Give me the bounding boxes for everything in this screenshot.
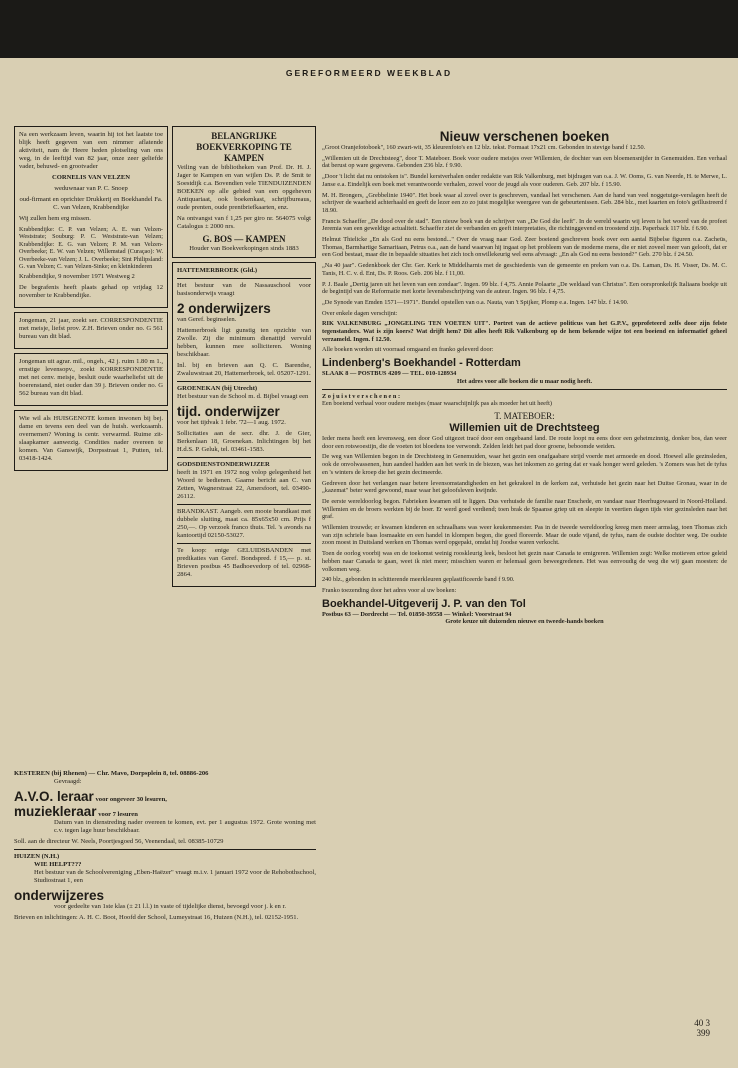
book-entry: „Willemien uit de Drechtsteeg", door T. Mateboer. Boek voor oudere meisjes over Willemien, de dochter van een bloemensnijder in Genemuiden. Een verhaal dat berust op ware gegevens. Gebonden 236 blz. f 9.90. <box>322 154 727 170</box>
handwritten-number: 40 3 <box>694 1018 710 1028</box>
gods-text: heeft in 1971 en 1972 nog volop gelegenheid het Woord te bedienen. Gaarne bericht aan C. van Zetten, Wagnerstraat 22, Amersfoort, tel. 03490-26112. <box>177 469 311 500</box>
books-title: Nieuw verschenen boeken <box>439 129 610 144</box>
book-entry: P. J. Baale „Dertig jaren uit het leven van een zondaar". Ingen. 99 blz. f 4,75. Annie Polaarte „De weldaad van Christus". Een oorspronkelijk Italiaans boekje uit de begintijd van de Reformatie met korte levensbeschrijving van de auteur. Ingen. 96 blz. f 4,75. <box>322 280 727 296</box>
veiling-body: Veiling van de bibliotheken van Prof. Dr. H. J. Jager te Kampen en van wijlen Ds. P. de Smit te Soestdijk c.a. Bovendien vele TIENDUIZENDEN BOEKEN op alle gebied van een opgeheven Antiquariaat, ook boekenkast, schrijfbureaus, oude prenten, oude prentbriefkaarten, enz. <box>177 164 311 211</box>
ad-text: Jongeman uit agrar. mil., ongeh., 42 j. ruim 1.80 m 1., ernstige levensopv., zoekt KORRESPONDENTIE met net cenv. meisje, besluit oude waarheliefst uit de boerenstand, niet ouder dan 39 j. Brieven onder no. G 562 bureau van dit blad. <box>19 358 163 398</box>
divider <box>177 457 311 458</box>
shop-address: SLAAK 8 — POSTBUS 4209 — TEL. 010-128934 <box>322 370 457 378</box>
kesteren-gevraagd: Gevraagd: <box>54 778 82 785</box>
column-left <box>14 126 168 475</box>
over-line: Over enkele dagen verschijnt: <box>322 309 398 317</box>
shop-sub: Het adres voor alle boeken die u maar nodig heeft. <box>456 377 593 385</box>
book-body: Willemien trouwde; er kwamen kinderen en schraalhans was weer keukenmeester. Pas in de tweede wereldoorlog kreeg men meer armslag, toen Thomas zich van zijn schriele baas losmaakte en een handel in klompen begon, die goed floreerde. Maar de oude vijand, de tyfus, nam de oudste dochter weg. De oudste zoon moest in Duitsland werken en Thomas werd opgepakt, omdat hij Joodse waren verkocht. <box>322 524 727 547</box>
book-entry: Helmut Thielicke „En als God nu eens bestond..." Over de vraag naar God. Zeer boeiend geschreven boek over een aantal Bijbelse figuren o.a. Zacheüs, Thomas, Barmhartige Samaritaan, Petrus o.a., aan de hand waarvan hij ingaat op het probleem van de moderne mens, die er niet zoveel meer van gelooft, dat er een God bestaat, maar die in bepaalde situaties het zich toch onwillekeurig wel eens afvraagt: „En als God nu eens bestond?" Geb. 270 blz. f 24.50. <box>322 236 727 259</box>
printed-page-number: 399 <box>696 1028 710 1038</box>
brandkast-text: BRANDKAST. Aangeb. een mooie brandkast met dubbele sluiting, maat ca. 85x65x50 cm. Prijs f 250,—. Op verzoek franco thuis. Tel. 's avonds na kantoortijd 02150-53027. <box>177 508 311 539</box>
huizen-body: Het bestuur van de Schoolvereniging „Eben-Haëzer" vraagt m.i.v. 1 januari 1972 voor de Rehobothschool, Studiostraat 1, een <box>34 869 316 884</box>
kesteren-job-2 <box>14 804 316 819</box>
newspaper-page <box>0 58 738 1068</box>
notice-date: Krabbendijke, 9 november 1971 Westweg 2 <box>19 273 135 281</box>
hattem-info: Inl. bij en brieven aan Q. C. Barendse, Zwaluwstraat 20, Hattemerbroek, tel. 05207-1291. <box>177 362 311 377</box>
veiling-firm: G. BOS — KAMPEN <box>202 234 286 244</box>
groenekan-intro: Het bestuur van de School m. d. Bijbel vraagt een <box>177 393 309 400</box>
groenekan-place: GROENEKAN (bij Utrecht) <box>177 385 258 392</box>
widow-line: weduwnaar van P. C. Snoep <box>54 185 128 192</box>
divider <box>14 849 316 850</box>
book-body: Franko toezending door het adres voor al uw boeken: <box>322 586 457 594</box>
veiling-title: BELANGRIJKE BOEKVERKOPING TE KAMPEN <box>196 131 292 163</box>
deceased-name: CORNELIS VAN VELZEN <box>51 174 131 181</box>
publisher-sub: Grote keuze uit duizenden nieuwe en tweede-hands boeken <box>445 618 604 626</box>
groenekan-title: tijd. onderwijzer <box>177 404 280 419</box>
ad-huisgenote <box>14 410 168 471</box>
book-body: 240 blz., gebonden in schitterende meerkleuren geplastificeerde band f 9.90. <box>322 576 515 584</box>
missing-line: Wij zullen hem erg missen. <box>19 215 91 222</box>
huizen-wie: WIE HELPT??? <box>34 861 82 868</box>
book-entry: „Door 't licht dat nu ontstoken is". Bundel kerstverhalen onder redaktie van Rik Valkenburg, met bijdragen van o.a. J. W. Ooms, G. van Neerde, H. te Merwe, L. Janse e.a. Eindelijk een boek met verantwoorde verhalen, zowel voor de jeugd als voor ouderen. Geb. 207 blz. f 15.90. <box>322 173 727 188</box>
veiling-catalog: Na ontvangst van f 1,25 per giro nr. 564075 volgt Catalogus ± 2000 nrs. <box>177 215 311 230</box>
ad-correspondence-2 <box>14 353 168 406</box>
divider <box>177 278 311 279</box>
divider <box>322 389 727 390</box>
kesteren-body: Datum van in dienstreding nader overeen te komen, evt. per 1 augustus 1972. Grote woning met c.v. tegen lage huur beschikbaar. <box>54 819 316 834</box>
column-right <box>322 129 727 626</box>
divider <box>177 381 311 382</box>
book-author: T. MATEBOER: <box>494 410 555 421</box>
kesteren-soll: Soll. aan de directeur W. Neels, Poortjesgoed 56, Veenendaal, tel. 08385-10729 <box>14 838 224 845</box>
book-body: De weg van Willemien begon in de Drechtsteeg in Genemuiden, waar het gezin een onafgaabare strijd voerde met armoede en dood. Hoewel alle gezinsleden, ook de onvolwassenen, hun aandeel hadden aan het werk in de biezen, was het inkomen zo gering dat er vaak honger werd geleden. 's Zomers was het de tyfus en 's winters de kroep die het gezin decimeerde. <box>322 453 727 476</box>
kesteren-head: KESTEREN (bij Rhenen) — Chr. Mavo, Dorpsplein 8, tel. 08886-206 <box>14 770 209 777</box>
ad-hattemerbroek <box>172 262 316 587</box>
huizen-info: Brieven en inlichtingen: A. H. C. Boot, Hoofd der School, Lumeystraat 16, Huizen (N.H.), tel. 02152-1951. <box>14 914 299 921</box>
divider <box>177 504 311 505</box>
book-body: Ieder mens heeft een levensweg, een door God uitgezet tracé door een ongebaand land. De route loopt nu eens door een geheimzinnig, donker bos, dan weer door een rotswoestijn, die de voeten tot bloedens toe verwondt. Zelden leidt het pad door groene, beboomde weiden. <box>322 434 727 450</box>
publisher-address: Postbus 63 — Dordrecht — Tel. 01850-39558 — Winkel: Voorstraat 94 <box>322 610 512 618</box>
book-body: Toen de oorlog voorbij was en de toekomst weinig rooskleurig leek, besloot het gezin naar Canada te emigreren. Willemien zegt: Welke motieven ertoe geleid hebben naar Canada te gaan, weet ik niet meer; misschien waren er helemaal geen beweegredenen. Het was eenvoudig de weg die wij gaan moesten: de volkomen weg. <box>322 550 727 573</box>
ad-boekverkoping <box>172 126 316 258</box>
book-entry: „Na 40 jaar". Gedenkboek der Chr. Ger. Kerk te Middelharnis met de geschiedenis van de gemeente en preken van o.a. Ds. Laman, Ds. H. Visser, Ds. M. C. Tanis, H. C. v. d. Ent, Ds. P. Roos. Geb. 206 blz. f 11,00. <box>322 262 727 277</box>
book-entry: „De Synode van Emden 1571—1971". Bundel opstellen van o.a. Nauta, van 't Spijker, Plomp e.a. Ingen. 147 blz. f 14.90. <box>322 298 629 306</box>
zojuist-line: Z o j u i s t v e r s c h e n e n : <box>322 392 401 400</box>
alle-line: Alle boeken worden uit voorraad omgaand en franko geleverd door: <box>322 346 494 354</box>
shop-name: Lindenberg's Boekhandel - Rotterdam <box>322 357 521 370</box>
hattem-intro: Het bestuur van de Nassauschool voor basisonderwijs vraagt <box>177 282 311 297</box>
groenekan-text: Sollicitaties aan de secr. dhr. J. de Gier, Berkenlaan 18, Groenekan. Inlichtingen bij het H.d.S. P. Geluk, tel. 03461-1583. <box>177 430 311 453</box>
veiling-sub: Houder van Boekverkopingen sinds 1883 <box>189 245 299 252</box>
funeral-text: De begrafenis heeft plaats gehad op vrijdag 12 november te Krabbendijke. <box>19 284 163 300</box>
ad-correspondence-1 <box>14 312 168 349</box>
hattem-title: 2 onderwijzers <box>177 301 271 316</box>
book-body: De eerste wereldoorlog begon. Fabrieken kwamen stil te liggen. Dus verhuisde de familie naar Enschede, en vandaar naar Heerhugowaard in Noord-Holland. Willemien en de broers werkten bij de boer. Er werd goed verdiend; toen brak de Spaanse griep uit en sleepte in veertien dagen tijds vier gezinsleden naar het graf. <box>322 497 727 521</box>
gods-title: GODSDIENSTONDERWIJZER <box>177 461 270 468</box>
job-title: A.V.O. leraar <box>14 789 94 804</box>
death-notice <box>14 126 168 308</box>
death-intro: Na een werkzaam leven, waarin hij tot het laatste toe blijk heeft gegeven van een nimmer aflatende aktiviteit, nam de Heere heden plotseling van ons weg, in de leeftijd van 82 jaar, onze zeer geliefde vader, behuwd- en grootvader <box>19 131 163 170</box>
ad-text: Jongeman, 21 jaar, zoekt ser. CORRESPONDENTIE met meisje, liefst prov. Z.H. Brieven onder no. G 561 bureau van dit blad. <box>19 317 163 341</box>
huizen-title: onderwijzeres <box>14 888 105 903</box>
job-title: muziekleraar <box>14 804 97 819</box>
book-body: Gedreven door het verlangen naar betere levensomstandigheden en het gekrakeel in de kerken zat, verhuisde het gezin naar het Duitse Gronau, waar in de „kazemat" beter werd gewoond, maar waar het geloofsleven kwijnde. <box>322 479 727 495</box>
banden-text: Te koop: enige GELUIDSBANDEN met predikaties van Geref. Bondspred. f 15,— p. st. Brieven postbus 45 Badhoevedorp of tel. 02968-2864. <box>177 547 311 578</box>
divider <box>177 543 311 544</box>
job-sub: voor 7 lesuren <box>98 811 138 818</box>
hattem-text: Hattemerbroek ligt gunstig ten opzichte van Zwolle. Zij die minimum dienattijd vervuld hebben, kunnen mee solliciteren. Woning beschikbaar. <box>177 327 311 358</box>
hattem-sub: van Geref. beginselen. <box>177 316 237 323</box>
page-header: GEREFORMEERD WEEKBLAD <box>285 68 453 78</box>
groenekan-period: voor het tijdvak 1 febr. '72—1 aug. 1972. <box>177 419 286 426</box>
kesteren-job-1 <box>14 789 316 804</box>
huizen-place: HUIZEN (N.H.) <box>14 853 60 860</box>
book-entry: M. H. Brongers, „Grebbelinie 1940". Het boek waar al zovel over is geschreven, vandaal het verschenen. Aan de hand van veel noggetuige-verslagen heeft de schrijver de waarheid achterhaald en geeft de lezer een zo zo juist mogelijke weergave van de gebeurtenissen. Geb. 284 blz., met kaarten en foto's geïllustreerd f 18.90. <box>322 191 727 214</box>
column-middle <box>172 126 316 591</box>
family-list: Krabbendijke: C. P. van Velzen; A. E. van Velzen-Weststrate; Souburg: P. C. Weststrate-van Velzen; Krabbendijke: E. G. van Velzen; P. M. van Velzen-Overbeeke; E. W. van Velzen; Willemstad (Curaçao): W. Overbeeke-van Velzen; J. L. Overbeeke; Sint Philipsland: G. van Velzen; C. van Velzen-Sinke; en kleinkinderen <box>19 226 163 271</box>
ad-text: Wie wil als HUISGENOTE komen inwonen bij bej. dame en tevens een deel van de huish. werkzaamh. overnemen? Woning is centr. verwarmd. Ruime zit-slaapkamer aanwezig. Condities nader overeen te komen. Van Ganswijk, Dorpsstraat 1, Putten, tel. 03418-1424. <box>19 415 163 463</box>
huizen-sub: voor gedeelte van 1ste klas (± 21 l.l.) in vaste of tijdelijke dienst, bevoegd voor j. k en r. <box>54 903 286 910</box>
hattem-place: HATTEMERBROEK (Gld.) <box>177 267 258 274</box>
publisher-name: Boekhandel-Uitgeverij J. P. van den Tol <box>322 597 526 610</box>
ad-kesteren <box>14 770 316 925</box>
book-entry: „Groot Oranjefotoboek", 160 zwart-wit, 35 kleurenfoto's en 12 blz. tekst. Formaat 17x21 cm. Gebonden in stevige band f 12.50. <box>322 144 646 151</box>
job-sub: voor ongeveer 30 lesuren, <box>95 796 167 803</box>
role-line: oud-firmant en oprichter Drukkerij en Boekhandel Fa. C. van Velzen, Krabbendijke <box>19 196 163 211</box>
page-number <box>694 1018 710 1038</box>
rik-entry: RIK VALKENBURG „JONGELING TEN VOETEN UIT". Portret van de actieve politicus van het G.P.V., geprofeteerd zelfs door zijn felste tegenstanders. Wat is zijn koers? Wat drijft hem? Dit alles heeft Rik Valkenburg op de hem bekende wijze tot een boeiend en informatief geheel verzameld. Ingen. f 12.50. <box>322 320 727 343</box>
book-title: Willemien uit de Drechtsteeg <box>449 421 600 434</box>
book-entry: Francis Schaeffer „De dood over de stad". Een nieuw boek van de schrijver van „De God die leeft". In de wereld waarin wij leven is het woord van de profeet Jeremia van een geweldige actualiteit. Schaeffer ziet de verbanden en geeft interpretaties, die richtinggevend en troostend zijn. Paperback 117 blz. f 6.90. <box>322 217 727 233</box>
zojuist-sub: Een boeiend verhaal voor oudere meisjes (maar waarschijnlijk pas als moeder het uit heeft) <box>322 400 552 408</box>
